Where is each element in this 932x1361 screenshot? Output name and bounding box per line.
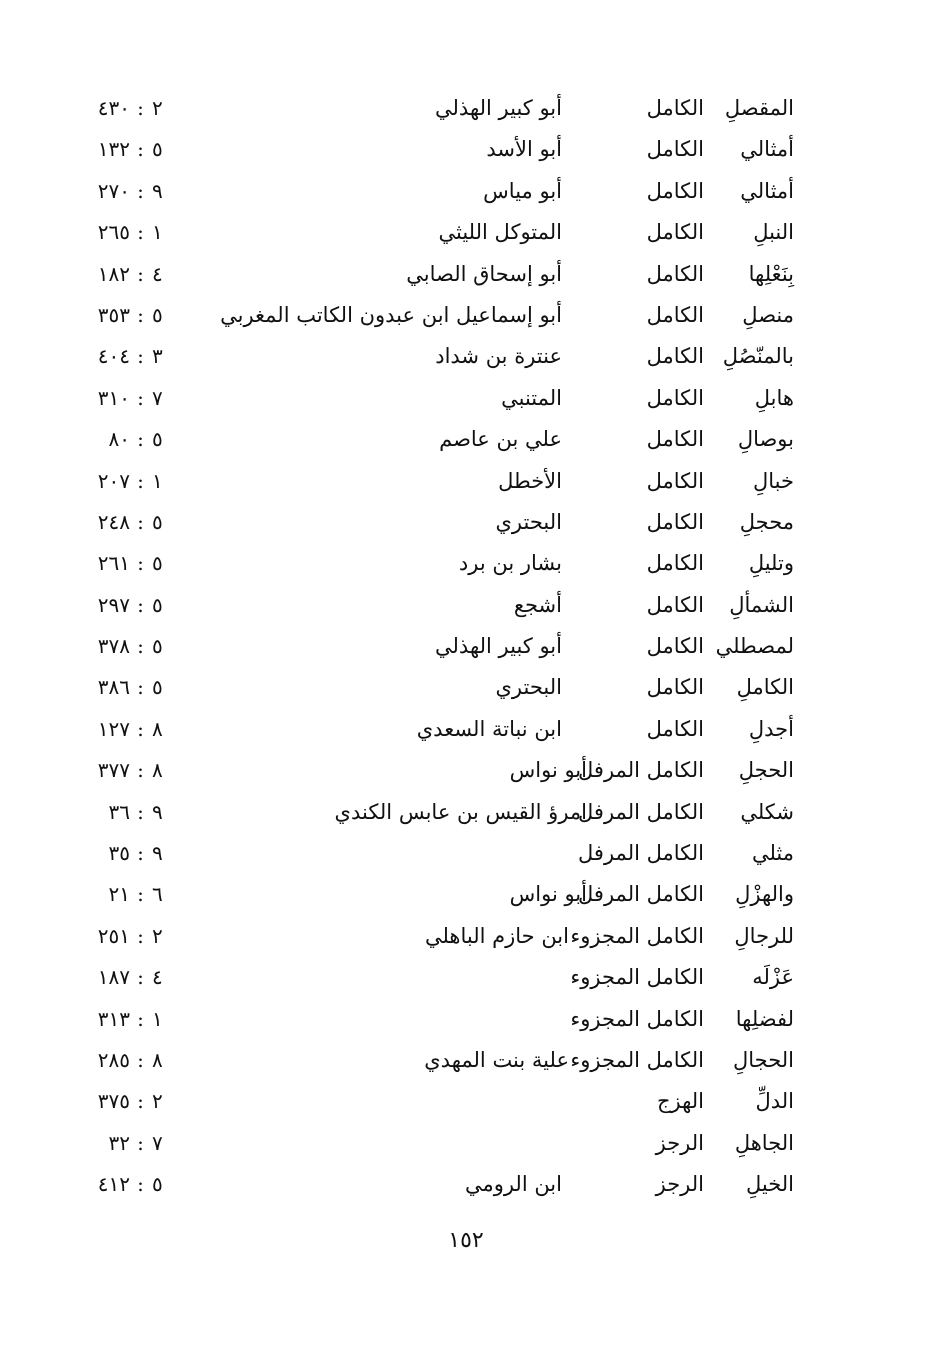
index-row — [0, 169, 932, 210]
rhyme-word: المقصلِ — [724, 96, 794, 120]
meter-name: الكامل المجزوء — [570, 1047, 704, 1072]
page-ref: ١٨٧ — [97, 965, 130, 990]
meter-name: الكامل المجزوء — [570, 923, 704, 948]
ref-separator: : — [137, 261, 145, 286]
rhyme-word: منصلِ — [742, 302, 794, 327]
volume-ref: ٤ — [152, 261, 163, 286]
rhyme-word: الحجالِ — [732, 1047, 794, 1072]
volume-ref: ٢ — [152, 923, 163, 948]
rhyme-word: الجاهلِ — [734, 1130, 794, 1155]
index-row — [0, 86, 932, 127]
meter-name: الكامل — [646, 385, 704, 410]
ref-separator: : — [137, 178, 145, 203]
page-ref: ٤٣٠ — [97, 96, 130, 120]
volume-page-reference — [82, 1170, 178, 1198]
index-row — [0, 252, 932, 293]
rhyme-word: عَزْلَه — [752, 965, 794, 990]
meter-name: الكامل — [646, 509, 704, 534]
meter-name: الكامل — [646, 634, 704, 659]
rhyme-word: والهزْلِ — [735, 882, 794, 907]
index-row — [0, 831, 932, 872]
poet-name: امرؤ القيس بن عابس الكندي — [334, 799, 587, 824]
meter-name: الكامل — [646, 137, 704, 162]
poet-name: أبو كبير الهذلي — [435, 634, 562, 659]
volume-ref: ٢ — [152, 96, 163, 120]
meter-name: الكامل — [646, 592, 704, 617]
ref-separator: : — [137, 220, 145, 245]
ref-separator: : — [137, 799, 145, 824]
ref-separator: : — [137, 551, 145, 576]
rhyme-word: مثلي — [751, 841, 794, 866]
volume-ref: ٥ — [152, 137, 163, 162]
rhyme-word: الشمألِ — [729, 592, 794, 617]
volume-ref: ٧ — [152, 1130, 163, 1155]
page-ref: ٢٠٧ — [97, 468, 130, 493]
ref-separator: : — [137, 302, 145, 327]
page-ref: ٣٥٣ — [97, 302, 130, 327]
meter-name: الكامل — [646, 178, 704, 203]
rhyme-word: هابلِ — [754, 385, 794, 410]
volume-page-reference — [82, 632, 178, 660]
index-row — [0, 500, 932, 541]
meter-name: الرجز — [655, 1130, 704, 1155]
volume-page-reference — [82, 591, 178, 619]
rhyme-word: لفضلِها — [735, 1006, 794, 1031]
page-ref: ٢٤٨ — [97, 509, 130, 534]
page-ref: ٣٧٧ — [97, 758, 130, 783]
volume-page-reference — [82, 508, 178, 536]
volume-page-reference — [82, 384, 178, 412]
rhyme-word: أمثالي — [740, 137, 794, 162]
volume-page-reference — [82, 260, 178, 288]
page-ref: ٣٧٨ — [97, 634, 130, 659]
meter-name: الكامل — [646, 675, 704, 700]
rhyme-word: شكلي — [740, 799, 794, 824]
rhyme-word: خبالِ — [753, 468, 794, 493]
page-ref: ١٢٧ — [97, 716, 130, 741]
rhyme-word: الحجلِ — [738, 758, 794, 783]
volume-page-reference — [82, 1046, 178, 1074]
index-row — [0, 334, 932, 375]
meter-name: الكامل المرفل — [578, 882, 704, 907]
rhyme-word: الدلِّ — [755, 1089, 794, 1114]
poet-name: ابن نباتة السعدي — [416, 716, 562, 741]
poet-name: أشجع — [513, 592, 562, 617]
volume-page-reference — [82, 756, 178, 784]
poet-name: ابن الرومي — [464, 1172, 562, 1197]
poet-name: المتنبي — [501, 385, 562, 410]
page-ref: ٣٢ — [108, 1130, 130, 1155]
page-ref: ١٨٢ — [97, 261, 130, 286]
meter-name: الكامل — [646, 220, 704, 245]
volume-page-reference — [82, 301, 178, 329]
page-ref: ٢٩٧ — [97, 592, 130, 617]
index-row — [0, 293, 932, 334]
poet-name: أبو الأسد — [486, 137, 562, 162]
meter-name: الكامل المجزوء — [570, 1006, 704, 1031]
volume-ref: ٩ — [152, 799, 163, 824]
volume-page-reference — [82, 467, 178, 495]
rhyme-word: النبلِ — [753, 220, 794, 245]
page-ref: ٢٦٥ — [97, 220, 130, 245]
page-ref: ٤١٢ — [97, 1172, 130, 1197]
index-row — [0, 1121, 932, 1162]
rhyme-word: أجدلِ — [748, 716, 794, 741]
page-ref: ٣٦ — [108, 799, 130, 824]
volume-ref: ٣ — [152, 344, 163, 369]
volume-page-reference — [82, 342, 178, 370]
ref-separator: : — [137, 1047, 145, 1072]
index-row — [0, 417, 932, 458]
ref-separator: : — [137, 592, 145, 617]
ref-separator: : — [137, 923, 145, 948]
index-row — [0, 1162, 932, 1203]
volume-ref: ٥ — [152, 551, 163, 576]
volume-page-reference — [82, 715, 178, 743]
poet-name: أبو إسحاق الصابي — [406, 261, 562, 286]
page-ref: ٣١٣ — [97, 1006, 130, 1031]
rhyme-word: بِنَعْلِها — [748, 261, 794, 286]
meter-name: الكامل — [646, 344, 704, 369]
volume-page-reference — [82, 218, 178, 246]
ref-separator: : — [137, 965, 145, 990]
volume-page-reference — [82, 922, 178, 950]
volume-page-reference — [82, 1129, 178, 1157]
ref-separator: : — [137, 344, 145, 369]
meter-name: الرجز — [655, 1172, 704, 1197]
rhyme-word: لمصطلي — [715, 634, 794, 659]
poet-name: أبو مياس — [483, 178, 562, 203]
ref-separator: : — [137, 1089, 145, 1114]
ref-separator: : — [137, 137, 145, 162]
meter-name: الكامل — [646, 261, 704, 286]
meter-name: الكامل — [646, 468, 704, 493]
index-row — [0, 790, 932, 831]
index-row — [0, 624, 932, 665]
page-ref: ٢٦١ — [97, 551, 130, 576]
index-row — [0, 210, 932, 251]
meter-name: الكامل — [646, 551, 704, 576]
index-row — [0, 955, 932, 996]
page-ref: ٣٥ — [108, 841, 130, 866]
index-row — [0, 583, 932, 624]
volume-ref: ٥ — [152, 1172, 163, 1197]
ref-separator: : — [137, 385, 145, 410]
poet-name: الأخطل — [498, 468, 562, 493]
volume-ref: ٨ — [152, 716, 163, 741]
meter-name: الكامل — [646, 716, 704, 741]
index-row — [0, 872, 932, 913]
volume-page-reference — [82, 673, 178, 701]
index-row — [0, 541, 932, 582]
page-ref: ٢٨٥ — [97, 1047, 130, 1072]
ref-separator: : — [137, 1172, 145, 1197]
volume-ref: ٥ — [152, 634, 163, 659]
volume-ref: ٥ — [152, 509, 163, 534]
ref-separator: : — [137, 882, 145, 907]
volume-ref: ٦ — [152, 882, 163, 907]
volume-ref: ١ — [152, 468, 163, 493]
index-row — [0, 665, 932, 706]
page-ref: ٨٠ — [108, 427, 130, 452]
page-ref: ٢٥١ — [97, 923, 130, 948]
volume-ref: ١ — [152, 220, 163, 245]
index-row — [0, 127, 932, 168]
index-row — [0, 376, 932, 417]
page-ref: ٢١ — [108, 882, 130, 907]
ref-separator: : — [137, 758, 145, 783]
volume-page-reference — [82, 1005, 178, 1033]
volume-ref: ٥ — [152, 427, 163, 452]
rhyme-word: بالمنّصُلِ — [722, 344, 794, 369]
meter-name: الكامل — [646, 427, 704, 452]
meter-name: الكامل المجزوء — [570, 965, 704, 990]
volume-page-reference — [82, 425, 178, 453]
page-ref: ٤٠٤ — [97, 344, 130, 369]
volume-ref: ٩ — [152, 178, 163, 203]
index-row — [0, 1079, 932, 1120]
volume-page-reference — [82, 839, 178, 867]
rhyme-word: أمثالي — [740, 178, 794, 203]
rhyme-word: للرجالِ — [734, 923, 794, 948]
index-row — [0, 997, 932, 1038]
poet-name: أبو نواس — [509, 882, 587, 907]
rhyme-word: محجلِ — [739, 509, 794, 534]
volume-ref: ١ — [152, 1006, 163, 1031]
page-ref: ٣٧٥ — [97, 1089, 130, 1114]
poet-name: بشار بن برد — [458, 551, 562, 576]
poet-name: البحتري — [495, 675, 562, 700]
page-ref: ٢٧٠ — [97, 178, 130, 203]
meter-name: الكامل — [646, 302, 704, 327]
meter-name: الهزج — [656, 1089, 704, 1114]
rhyme-word: الكاملِ — [736, 675, 794, 700]
poet-name: علية بنت المهدي — [424, 1047, 569, 1072]
index-row — [0, 1038, 932, 1079]
volume-page-reference — [82, 798, 178, 826]
ref-separator: : — [137, 841, 145, 866]
ref-separator: : — [137, 468, 145, 493]
volume-page-reference — [82, 963, 178, 991]
volume-ref: ٤ — [152, 965, 163, 990]
page-ref: ١٣٢ — [97, 137, 130, 162]
index-row — [0, 914, 932, 955]
volume-page-reference — [82, 880, 178, 908]
poet-name: ابن حازم الباهلي — [424, 923, 569, 948]
rhyme-word: وتليلِ — [748, 551, 794, 576]
volume-ref: ٩ — [152, 841, 163, 866]
poet-name: المتوكل الليثي — [438, 220, 562, 245]
page-ref: ٣٨٦ — [97, 675, 130, 700]
index-row — [0, 707, 932, 748]
ref-separator: : — [137, 96, 145, 120]
poet-name: علي بن عاصم — [439, 427, 562, 452]
volume-page-reference — [82, 1087, 178, 1115]
index-row — [0, 748, 932, 789]
poet-name: أبو إسماعيل ابن عبدون الكاتب المغربي — [220, 302, 562, 327]
meter-name: الكامل المرفل — [578, 758, 704, 783]
volume-page-reference — [82, 549, 178, 577]
page-ref: ٣١٠ — [97, 385, 130, 410]
volume-ref: ٧ — [152, 385, 163, 410]
ref-separator: : — [137, 509, 145, 534]
rhyme-word: الخيلِ — [745, 1172, 794, 1197]
meter-name: الكامل المرفل — [578, 799, 704, 824]
ref-separator: : — [137, 427, 145, 452]
ref-separator: : — [137, 675, 145, 700]
volume-page-reference — [82, 135, 178, 163]
ref-separator: : — [137, 1006, 145, 1031]
rhyme-word: بوصالِ — [737, 427, 794, 452]
poet-name: البحتري — [495, 509, 562, 534]
poetry-index-table — [0, 86, 932, 1204]
volume-ref: ٢ — [152, 1089, 163, 1114]
page-number: ١٥٢ — [448, 1228, 484, 1253]
meter-name: الكامل — [646, 96, 704, 120]
volume-ref: ٥ — [152, 592, 163, 617]
ref-separator: : — [137, 634, 145, 659]
ref-separator: : — [137, 1130, 145, 1155]
ref-separator: : — [137, 716, 145, 741]
volume-ref: ٥ — [152, 675, 163, 700]
volume-ref: ٨ — [152, 1047, 163, 1072]
poet-name: أبو كبير الهذلي — [435, 96, 562, 120]
poet-name: عنترة بن شداد — [435, 344, 562, 369]
volume-page-reference — [82, 177, 178, 205]
volume-ref: ٨ — [152, 758, 163, 783]
poet-name: أبو نواس — [509, 758, 587, 783]
index-row — [0, 459, 932, 500]
meter-name: الكامل المرفل — [578, 841, 704, 866]
volume-ref: ٥ — [152, 302, 163, 327]
volume-page-reference — [82, 94, 178, 122]
